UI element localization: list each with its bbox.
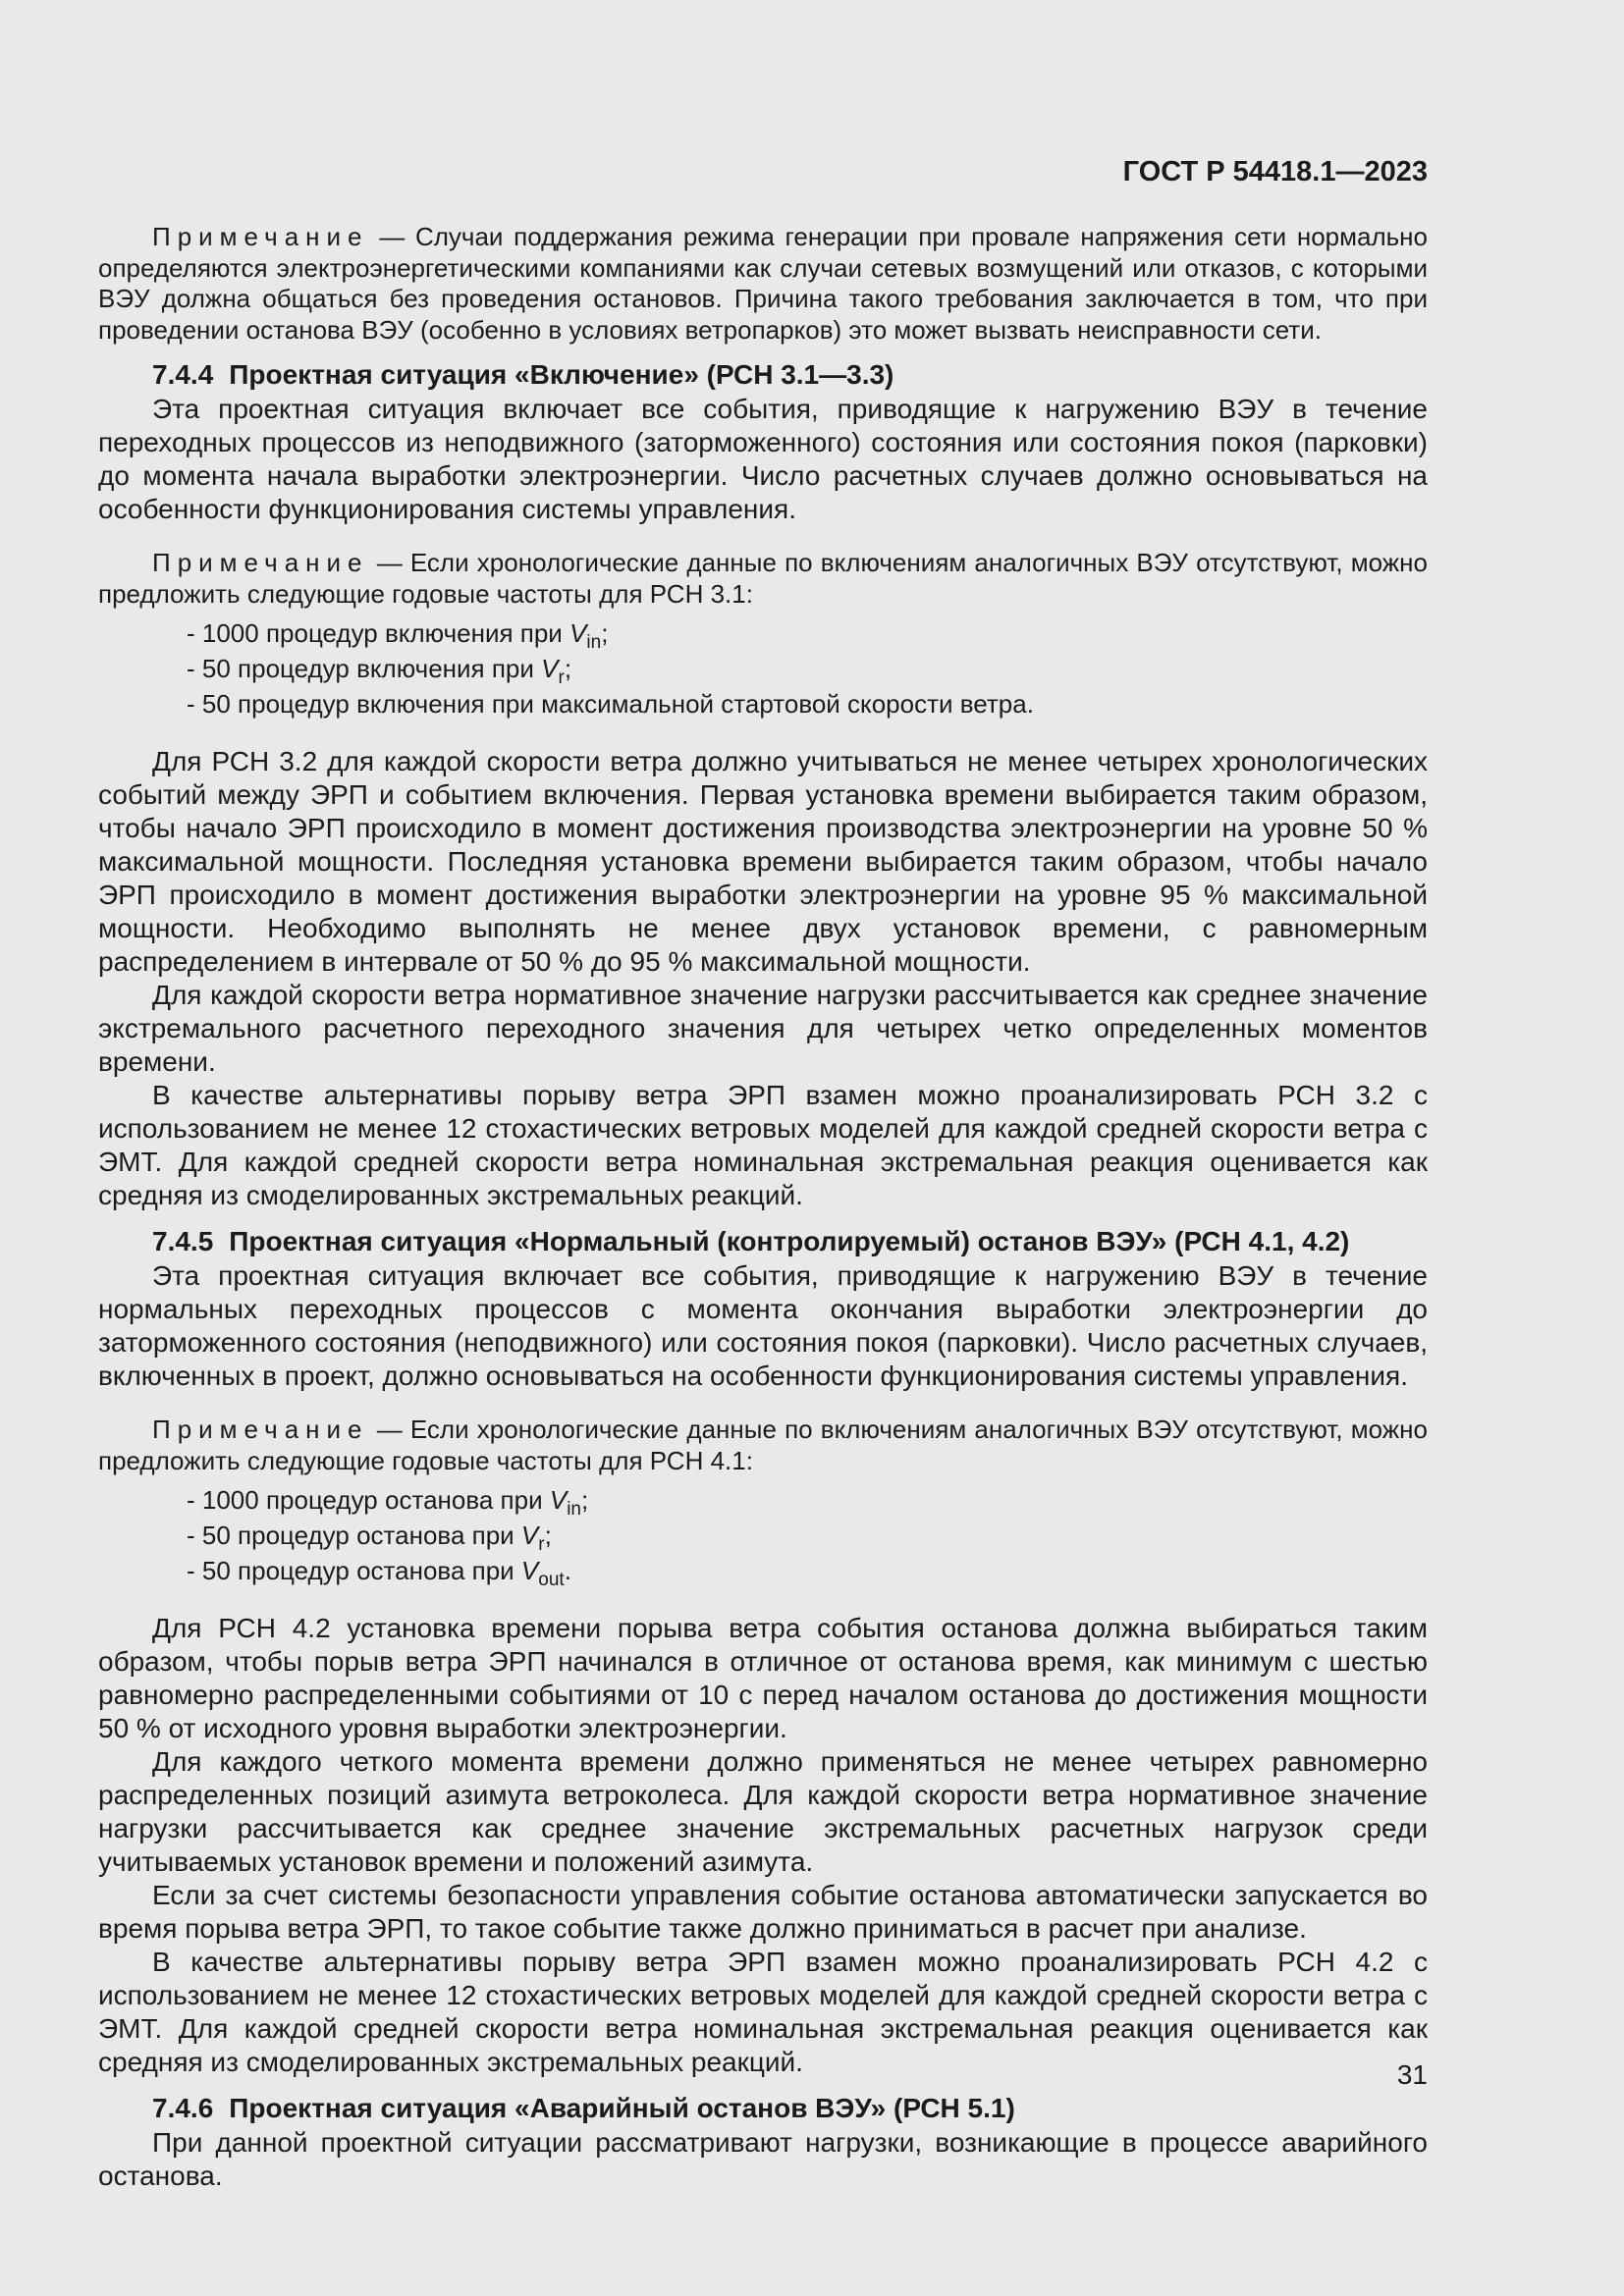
- section-number: 7.4.5: [152, 1226, 214, 1256]
- list-item-text: - 50 процедур включения при: [187, 654, 542, 683]
- list-item: [187, 1518, 1428, 1556]
- paragraph: Для РСН 4.2 установка времени порыва ветра события останова должна выбираться таким образом, чтобы порыв ветра ЭРП начинался в отличное от останова время, как минимум с шестью равномерно распределенными событиями от 10 с перед началом останова до достижения мощности 50 % от исходного уровня выработки электроэнергии.: [98, 1613, 1428, 1743]
- page-footer: [1397, 2059, 1428, 2091]
- paragraph: Эта проектная ситуация включает все события, приводящие к нагружению ВЭУ в течение нормальных переходных процессов с момента окончания выработки электроэнергии до заторможенного состояния (неподвижного) или состояния покоя (парковки). Число расчетных случаев, включенных в проект, должно основываться на особенности функционирования системы управления.: [98, 1260, 1428, 1391]
- variable-subscript: out: [538, 1570, 565, 1591]
- list-item: [187, 1553, 1428, 1591]
- note-label: Примечание: [152, 548, 369, 577]
- section-title: Проектная ситуация «Аварийный останов ВЭУ» (РСН 5.1): [229, 2093, 1015, 2123]
- page-header: [98, 155, 1428, 188]
- variable-subscript: r: [538, 1534, 545, 1556]
- variable-subscript: in: [586, 632, 602, 654]
- note-shutdown-frequencies: [98, 1415, 1428, 1476]
- shutdown-frequency-list: [98, 1482, 1428, 1591]
- list-item: [187, 686, 1428, 721]
- section-number: 7.4.4: [152, 359, 214, 390]
- paragraph: Эта проектная ситуация включает все события, приводящие к нагружению ВЭУ в течение переходных процессов из неподвижного (заторможенного) состояния или состояния покоя (парковки) до момента начала выработки электроэнергии. Число расчетных случаев должно основываться на особенности функционирования системы управления.: [98, 394, 1428, 524]
- list-item-text: - 50 процедур останова при: [187, 1556, 521, 1585]
- list-item-punctuation: ;: [564, 654, 572, 683]
- paragraph: Для каждого четкого момента времени должно применяться не менее четырех равномерно распределенных позиций азимута ветроколеса. Для каждой скорости ветра нормативное значение нагрузки рассчитывается как среднее значение экстремальных расчетных нагрузок среди учитываемых установок времени и положений азимута.: [98, 1746, 1428, 1877]
- note-text: — Случаи поддержания режима генерации при провале напряжения сети нормально определяются электроэнергетическими компаниями как случаи сетевых возмущений или отказов, с которыми ВЭУ должна общаться без проведения остановов. Причина такого требования заключается в том, что при проведении останова ВЭУ (особенно в условиях ветропарков) это может вызвать неисправности сети.: [98, 222, 1428, 345]
- variable-subscript: in: [567, 1499, 581, 1521]
- list-item: [187, 651, 1428, 689]
- section-heading-7-4-6: [98, 2091, 1428, 2126]
- section-title: Проектная ситуация «Включение» (РСН 3.1—3.3): [229, 359, 894, 390]
- page-number: 31: [1396, 2059, 1428, 2090]
- list-item: [187, 615, 1428, 654]
- section-heading-7-4-4: [98, 357, 1428, 393]
- section-title: Проектная ситуация «Нормальный (контролируемый) останов ВЭУ» (РСН 4.1, 4.2): [229, 1226, 1350, 1256]
- paragraph: Для РСН 3.2 для каждой скорости ветра должно учитываться не менее четырех хронологических событий между ЭРП и событием включения. Первая установка времени выбирается таким образом, чтобы начало ЭРП происходило в момент достижения производства электроэнергии на уровне 50 % максимальной мощности. Последняя установка времени выбирается таким образом, чтобы начало ЭРП происходило в момент достижения выработки электроэнергии на уровне 95 % максимальной мощности. Необходимо выполнять не менее двух установок времени, с равномерным распределением в интервале от 50 % до 95 % максимальной мощности.: [98, 746, 1428, 977]
- list-item-text: - 1000 процедур останова при: [187, 1485, 550, 1515]
- doc-number: ГОСТ Р 54418.1—2023: [1122, 156, 1428, 187]
- list-item-punctuation: .: [564, 1556, 571, 1585]
- paragraph: Если за счет системы безопасности управления событие останова автоматически запускается во время порыва ветра ЭРП, то такое событие также должно приниматься в расчет при анализе.: [98, 1880, 1428, 1944]
- document-content: [98, 222, 1428, 2193]
- note-label: Примечание: [152, 1415, 369, 1444]
- note-label: Примечание: [152, 222, 369, 251]
- list-item: [187, 1482, 1428, 1521]
- variable-symbol: V: [541, 654, 559, 683]
- note-text: — Если хронологические данные по включениям аналогичных ВЭУ отсутствуют, можно предложить следующие годовые частоты для РСН 4.1:: [98, 1415, 1428, 1475]
- list-item-text: - 50 процедур включения при максимальной стартовой скорости ветра.: [187, 689, 1034, 719]
- variable-symbol: V: [520, 1521, 539, 1550]
- list-item-punctuation: ;: [601, 618, 609, 648]
- section-number: 7.4.6: [152, 2093, 214, 2123]
- section-heading-7-4-5: [98, 1224, 1428, 1259]
- list-item-punctuation: ;: [544, 1521, 552, 1550]
- list-item-text: - 50 процедур останова при: [187, 1521, 521, 1550]
- paragraph: Для каждой скорости ветра нормативное значение нагрузки рассчитывается как среднее значение экстремального расчетного переходного значения для четырех четко определенных моментов времени.: [98, 980, 1428, 1077]
- variable-symbol: V: [520, 1556, 539, 1585]
- paragraph: В качестве альтернативы порыву ветра ЭРП взамен можно проанализировать РСН 4.2 с использованием не менее 12 стохастических ветровых моделей для каждой средней скорости ветра с ЭМТ. Для каждой средней скорости ветра номинальная экстремальная реакция оценивается как средняя из смоделированных экстремальных реакций.: [98, 1947, 1428, 2077]
- list-item-text: - 1000 процедур включения при: [187, 618, 570, 648]
- list-item-punctuation: ;: [580, 1485, 589, 1515]
- variable-symbol: V: [569, 618, 587, 648]
- note-text: — Если хронологические данные по включениям аналогичных ВЭУ отсутствуют, можно предложить следующие годовые частоты для РСН 3.1:: [98, 548, 1428, 609]
- note-startup-frequencies: [98, 548, 1428, 610]
- variable-subscript: r: [558, 667, 565, 689]
- startup-frequency-list: [98, 615, 1428, 721]
- paragraph: При данной проектной ситуации рассматривают нагрузки, возникающие в процессе аварийного останова.: [98, 2127, 1428, 2191]
- note-grid-generation: [98, 222, 1428, 346]
- paragraph: В качестве альтернативы порыву ветра ЭРП взамен можно проанализировать РСН 3.2 с использованием не менее 12 стохастических ветровых моделей для каждой средней скорости ветра с ЭМТ. Для каждой средней скорости ветра номинальная экстремальная реакция оценивается как средняя из смоделированных экстремальных реакций.: [98, 1080, 1428, 1210]
- variable-symbol: V: [549, 1485, 568, 1515]
